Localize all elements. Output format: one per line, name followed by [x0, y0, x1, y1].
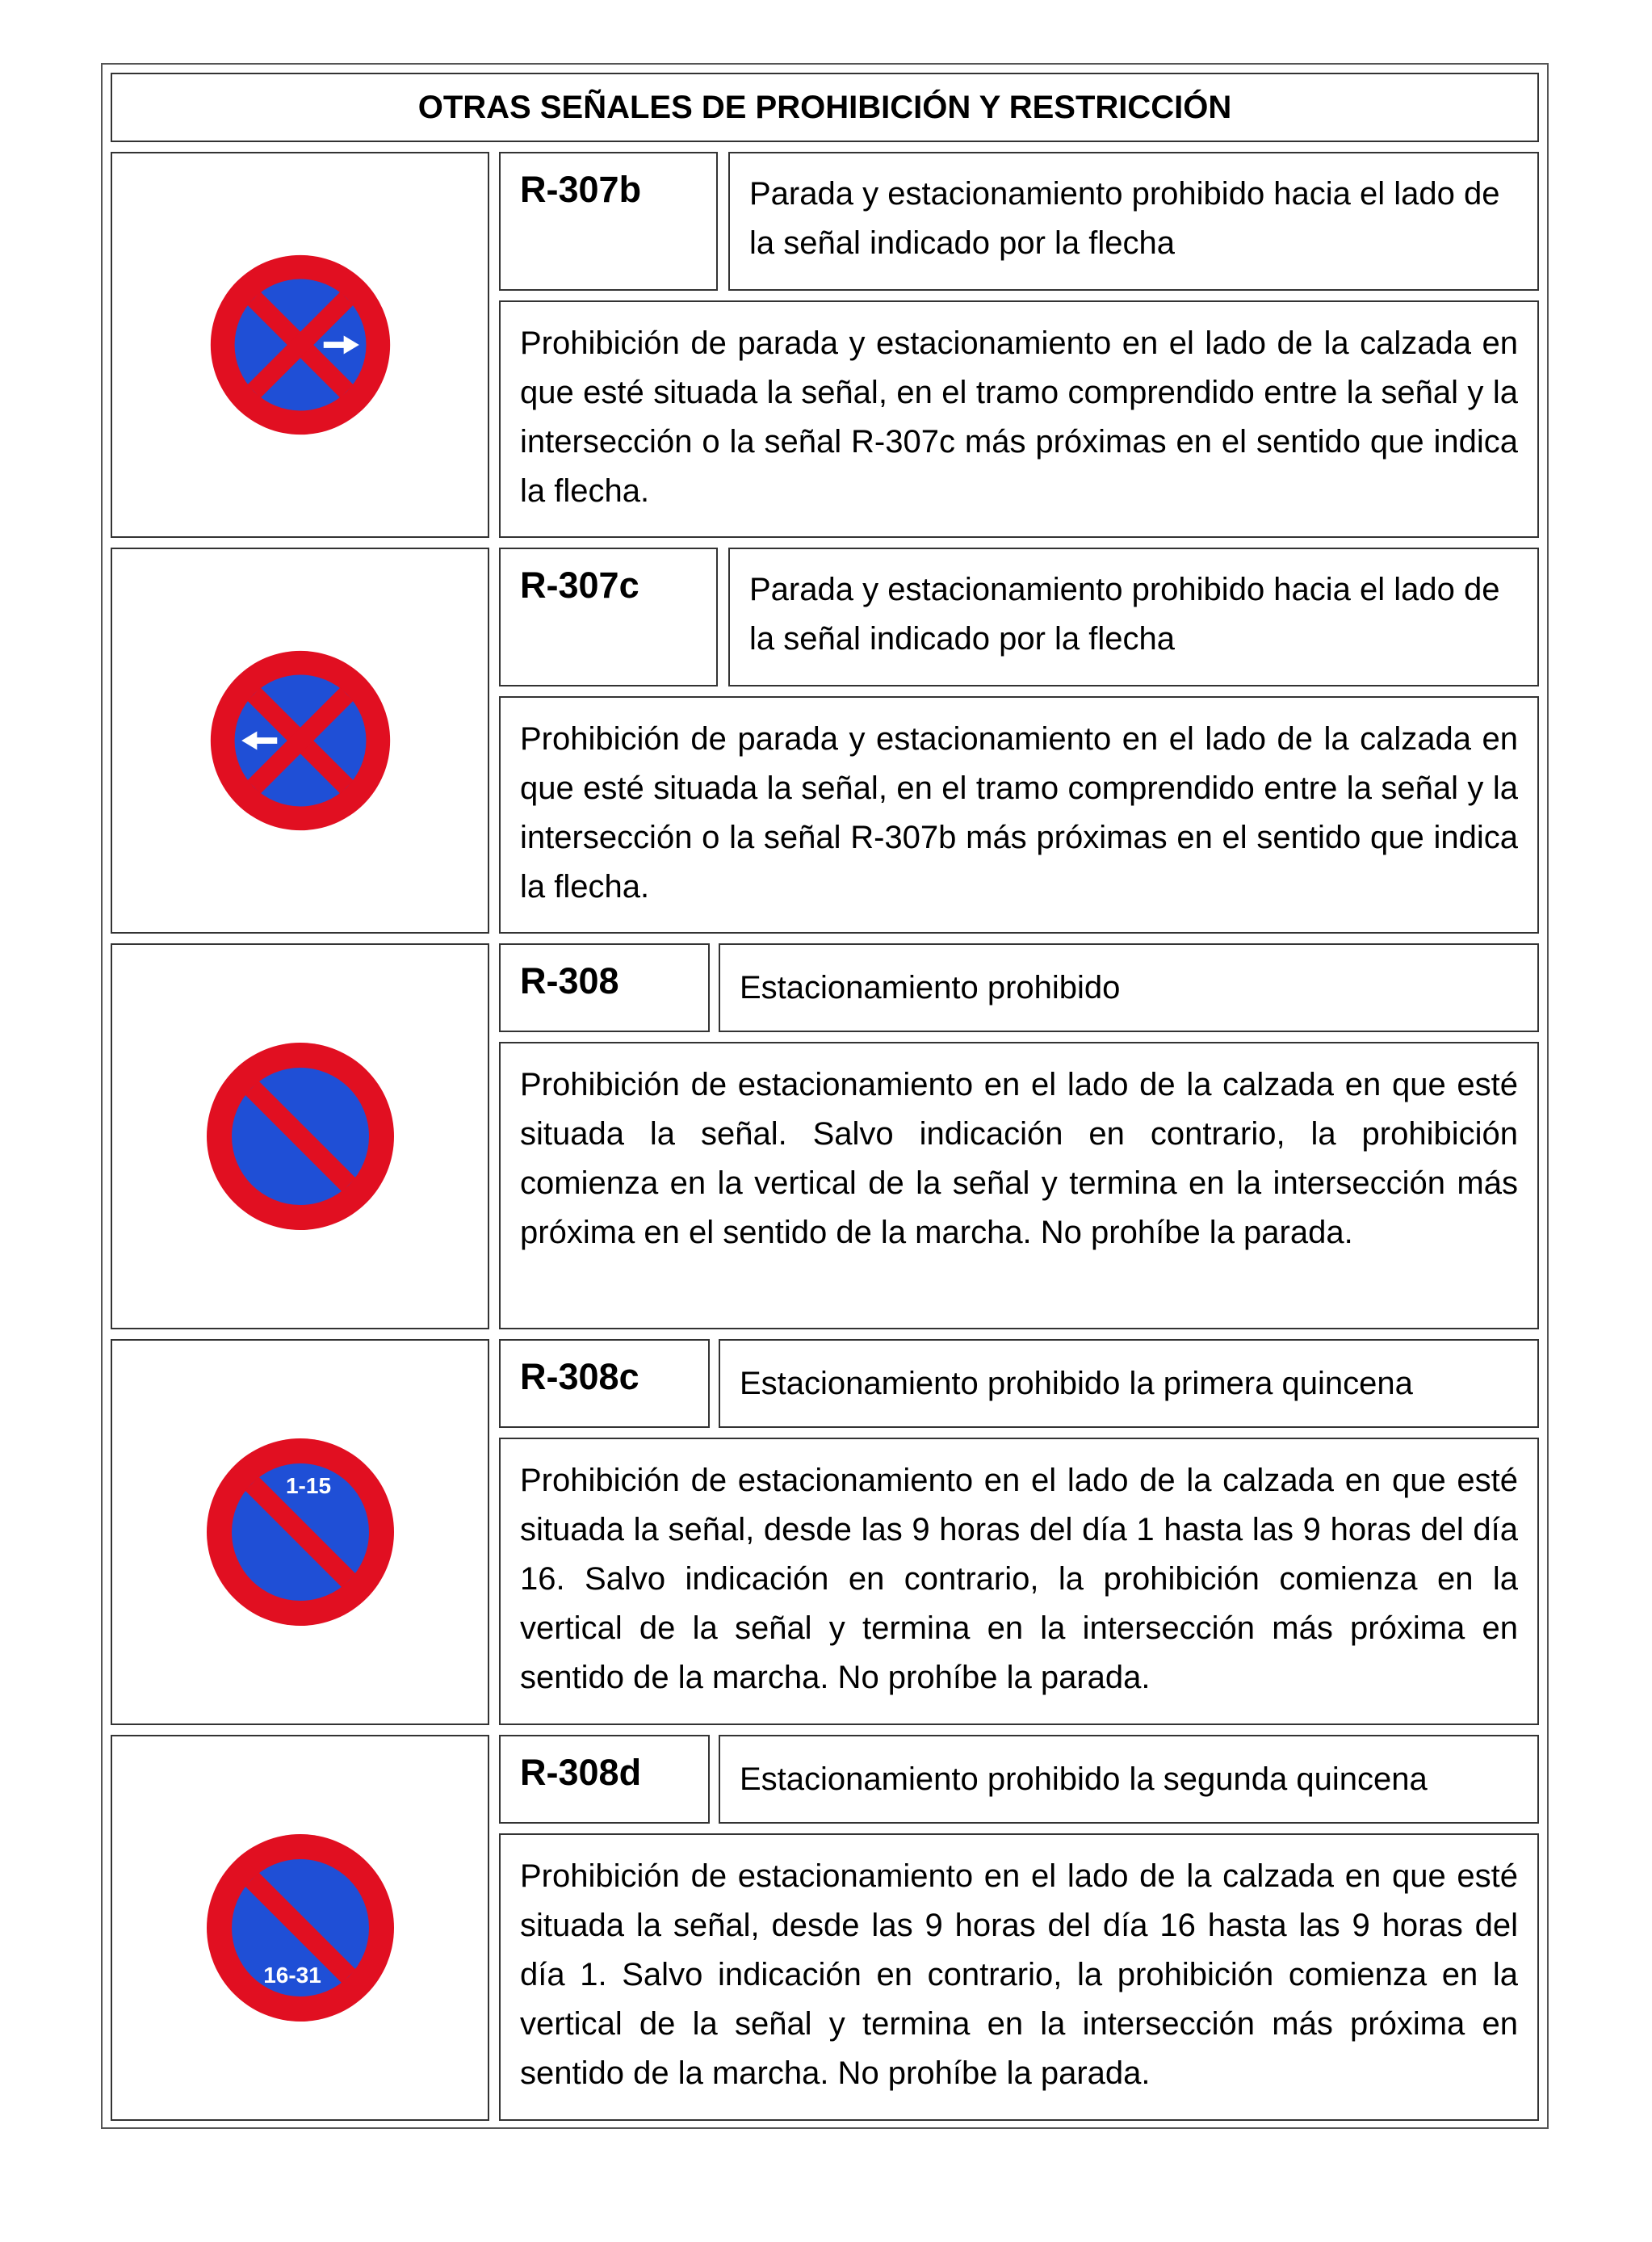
sign-image-cell — [111, 152, 489, 538]
sign-short-description: Parada y estacionamiento prohibido hacia el lado de la señal indicado por la flecha — [728, 152, 1539, 291]
sign-label: 16-31 — [262, 1963, 321, 1988]
sign-code: R-308 — [499, 943, 710, 1032]
sign-code: R-308c — [499, 1339, 710, 1428]
sign-code: R-308d — [499, 1735, 710, 1824]
sign-short-description: Estacionamiento prohibido — [719, 943, 1539, 1032]
no-parking-icon — [203, 1039, 397, 1233]
sign-image-cell — [111, 1735, 489, 2121]
sign-image-cell — [111, 1339, 489, 1725]
sign-image-cell — [111, 943, 489, 1329]
sign-description: Prohibición de estacionamiento en el lado de la calzada en que esté situada la señal, desde las 9 horas del día 16 hasta las 9 horas del día 1. Salvo indicación en contrario, la prohibición comienza en la vertical de la señal y termina en la intersección más próxima en sentido de la marcha. No prohíbe la parada. — [499, 1833, 1539, 2121]
sign-description: Prohibición de estacionamiento en el lado de la calzada en que esté situada la señal, desde las 9 horas del día 1 hasta las 9 horas del día 16. Salvo indicación en contrario, la prohibición comienza en la vertical de la señal y termina en la intersección más próxima en sentido de la marcha. No prohíbe la parada. — [499, 1438, 1539, 1725]
sign-image-cell — [111, 548, 489, 934]
no-stopping-left-arrow-icon — [208, 648, 393, 833]
sign-code: R-307b — [499, 152, 718, 291]
no-stopping-right-arrow-icon — [208, 252, 393, 438]
sign-description: Prohibición de parada y estacionamiento en el lado de la calzada en que esté situada la señal, en el tramo comprendido entre la señal y la intersección o la señal R-307b más próximas en el sentido que indica la flecha. — [499, 696, 1539, 934]
sign-short-description: Estacionamiento prohibido la segunda quincena — [719, 1735, 1539, 1824]
sign-label: 1-15 — [285, 1473, 331, 1498]
no-parking-second-fortnight-icon — [203, 1831, 397, 2025]
sign-short-description: Parada y estacionamiento prohibido hacia el lado de la señal indicado por la flecha — [728, 548, 1539, 686]
sign-short-description: Estacionamiento prohibido la primera quincena — [719, 1339, 1539, 1428]
sign-description: Prohibición de estacionamiento en el lado de la calzada en que esté situada la señal. Salvo indicación en contrario, la prohibición comienza en la vertical de la señal y termina en la intersección más próxima en el sentido de la marcha. No prohíbe la parada. — [499, 1042, 1539, 1329]
page-title: OTRAS SEÑALES DE PROHIBICIÓN Y RESTRICCIÓN — [111, 73, 1539, 142]
sign-description: Prohibición de parada y estacionamiento en el lado de la calzada en que esté situada la señal, en el tramo comprendido entre la señal y la intersección o la señal R-307c más próximas en el sentido que indica la flecha. — [499, 300, 1539, 538]
sign-code: R-307c — [499, 548, 718, 686]
no-parking-first-fortnight-icon — [203, 1435, 397, 1629]
